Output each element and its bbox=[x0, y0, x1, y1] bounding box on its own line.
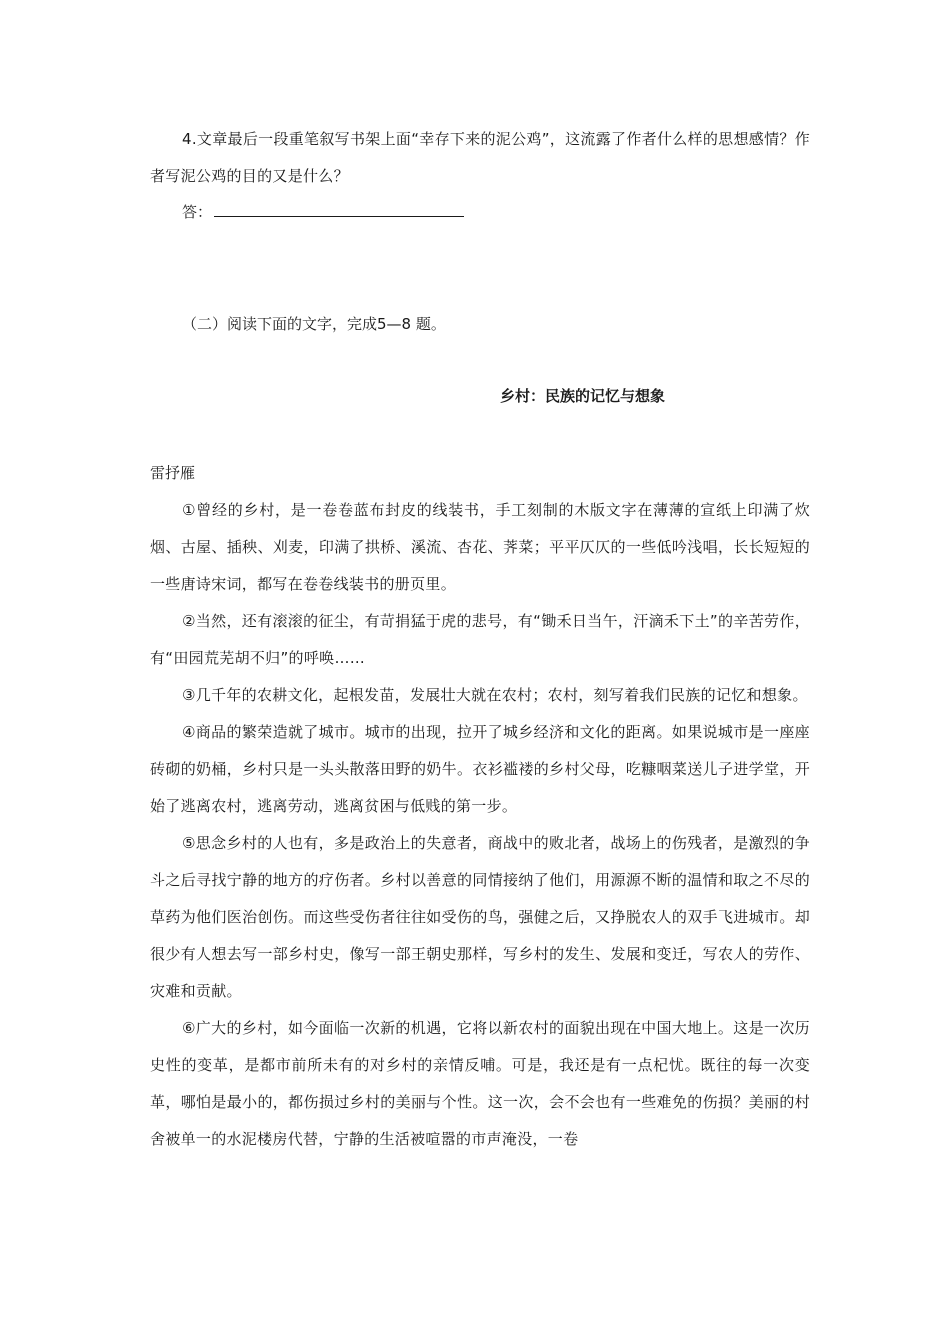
article-body bbox=[150, 492, 810, 1158]
paragraph: ⑥广大的乡村，如今面临一次新的机遇，它将以新农村的面貌出现在中国大地上。这是一次历史性的变革，是都市前所未有的对乡村的亲情反哺。可是，我还是有一点杞忧。既往的每一次变革，哪怕是最小的，都伤损过乡村的美丽与个性。这一次，会不会也有一些难免的伤损？美丽的村舍被单一的水泥楼房代替，宁静的生活被喧嚣的市声淹没，一卷 bbox=[150, 1019, 810, 1148]
article-author: 雷抒雁 bbox=[150, 464, 196, 482]
article-title: 乡村：民族的记忆与想象 bbox=[500, 387, 666, 405]
answer-blank bbox=[214, 200, 464, 217]
paragraph: ②当然，还有滚滚的征尘，有苛捐猛于虎的悲号，有“锄禾日当午，汗滴禾下土”的辛苦劳作，有“田园荒芜胡不归”的呼唤…… bbox=[150, 612, 810, 667]
question-4-text: 4.文章最后一段重笔叙写书架上面“幸存下来的泥公鸡”，这流露了作者什么样的思想感情？作者写泥公鸡的目的又是什么？ bbox=[150, 130, 810, 185]
paragraph: ③几千年的农耕文化，起根发苗，发展壮大就在农村；农村，刻写着我们民族的记忆和想象。 bbox=[182, 686, 808, 704]
answer-line bbox=[182, 194, 482, 231]
paragraph: ①曾经的乡村，是一卷卷蓝布封皮的线装书，手工刻制的木版文字在薄薄的宣纸上印满了炊烟、古屋、插秧、刈麦，印满了拱桥、溪流、杏花、荠菜；平平仄仄的一些低吟浅唱，长长短短的一些唐诗宋词，都写在卷卷线装书的册页里。 bbox=[150, 501, 810, 593]
paragraph: ⑤思念乡村的人也有，多是政治上的失意者，商战中的败北者，战场上的伤残者，是激烈的争斗之后寻找宁静的地方的疗伤者。乡村以善意的同情接纳了他们，用源源不断的温情和取之不尽的草药为他们医治创伤。而这些受伤者往往如受伤的鸟，强健之后，又挣脱农人的双手飞进城市。却很少有人想去写一部乡村史，像写一部王朝史那样，写乡村的发生、发展和变迁，写农人的劳作、灾难和贡献。 bbox=[150, 834, 810, 1000]
paragraph: ④商品的繁荣造就了城市。城市的出现，拉开了城乡经济和文化的距离。如果说城市是一座座砖砌的奶桶，乡村只是一头头散落田野的奶牛。衣衫褴褛的乡村父母，吃糠咽菜送儿子进学堂，开始了逃离农村，逃离劳动，逃离贫困与低贱的第一步。 bbox=[150, 723, 810, 815]
section-heading: （二）阅读下面的文字，完成5—8 题。 bbox=[182, 315, 446, 333]
question-4 bbox=[150, 121, 810, 195]
answer-label: 答： bbox=[182, 203, 213, 221]
